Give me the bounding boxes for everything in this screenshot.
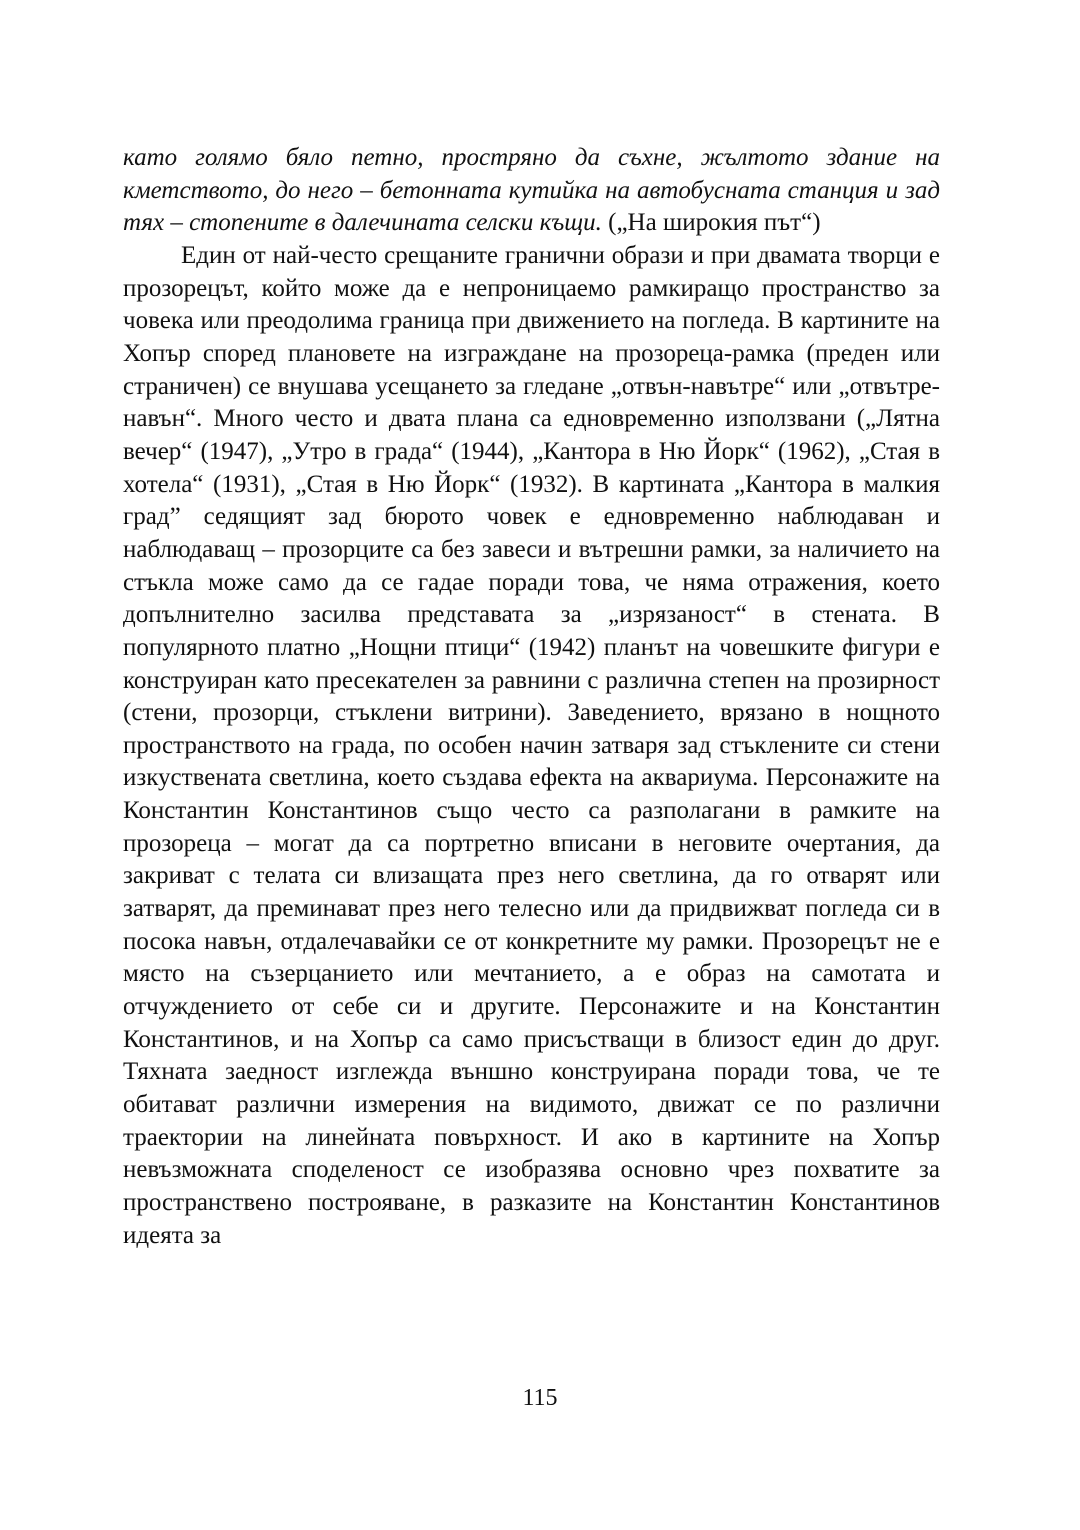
quote-source: („На широкия път“) [601, 209, 821, 237]
page-number: 115 [522, 1385, 558, 1411]
body-text [123, 142, 940, 1252]
quote-paragraph [123, 142, 940, 240]
italic-quote: като голямо бяло петно, простряно да съхне, жълтото здание на кметството, до него – бетонната кутийка на автобусната станция и зад тях – стопените в далечината селски къщи. [123, 144, 940, 237]
main-paragraph: Един от най-често срещаните гранични образи и при двамата творци е прозорецът, който може да е непроницаемо рамкиращо пространство за човека или преодолима граница при движението на погледа. В картините на Хопър според плановете на изграждане на прозореца-рамка (преден или страничен) се внушава усещането за гледане „отвън-навътре“ или „отвътре-навън“. Много често и двата плана са едновременно използвани („Лятна вечер“ (1947), „Утро в града“ (1944), „Кантора в Ню Йорк“ (1962), „Стая в хотела“ (1931), „Стая в Ню Йорк“ (1932). В картината „Кантора в малкия град” седящият зад бюрото човек е едновременно наблюдаван и наблюдаващ – прозорците са без завеси и вътрешни рамки, за наличието на стъкла може само да се гадае поради това, че няма отражения, което допълнително засилва представата за „изрязаност“ в стената. В популярното платно „Нощни птици“ (1942) планът на човешките фигури е конструиран като пресекателен за равнини с различна степен на прозирност (стени, прозорци, стъклени витрини). Заведението, врязано в нощното пространството на града, по особен начин затваря зад стъклените си стени изкуствената светлина, което създава ефекта на аквариума. Персонажите на Константин Константинов също често са разполагани в рамките на прозореца – могат да са портретно вписани в неговите очертания, да закриват с телата си влизащата през него светлина, да го отварят или затварят, да преминават през него телесно или да придвижват погледа си в посока навън, отдалечавайки се от конкретните му рамки. Прозорецът не е място на съзерцанието или мечтанието, а е образ на самотата и отчуждението от себе си и другите. Персонажите и на Константин Константинов, и на Хопър са само присъстващи в близост един до друг. Тяхната заедност изглежда външно конструирана поради това, че те обитават различни измерения на видимото, движат се по различни траектории на линейната повърхност. И ако в картините на Хопър невъзможната споделеност се изобразява основно чрез похватите за пространствено построяване, в разказите на Константин Константинов идеята за [123, 241, 940, 1249]
